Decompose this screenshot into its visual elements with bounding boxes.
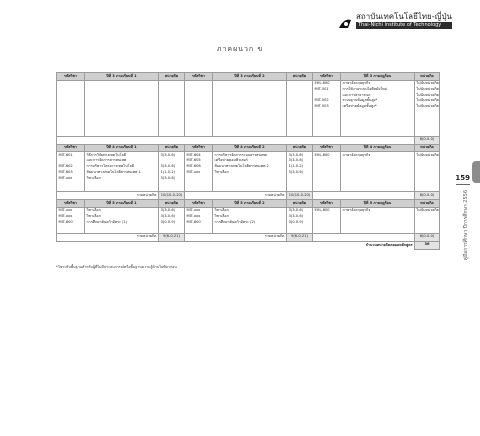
course-name: วิชาเลือก (86, 175, 101, 180)
table-cell (313, 152, 341, 192)
table-cell (85, 152, 159, 192)
course-credit: ไม่นับหน่วยกิต (416, 152, 439, 157)
table-cell (287, 80, 313, 136)
page-number-divider (456, 184, 470, 185)
column-header: รหัสวิชา (57, 144, 85, 152)
column-header: หน่วยกิต (415, 200, 440, 208)
course-code: MIT-800 (186, 219, 201, 224)
table-cell (341, 80, 415, 136)
table-row-year4-body (57, 152, 440, 192)
course-credit: 1(1-0-2) (160, 169, 176, 174)
table-cell (287, 207, 313, 233)
column-header: ปีที่ 5 ภาคเรียนที่ 1 (85, 200, 159, 208)
total-credits: 6(0-0-0) (415, 233, 440, 241)
course-name: วิธีการวิจัยทางเทคโนโลยี (86, 152, 126, 157)
course-name: สัมมนาทางเทคโนโลยีสารสนเทศ 2 (214, 164, 269, 169)
table-cell (341, 207, 415, 233)
total-label: รวมหน่วยกิต (57, 192, 159, 200)
table-cell (213, 152, 287, 192)
total-credits: 10(10-0-20) (287, 192, 313, 200)
total-credits: 9(6-0-21) (287, 233, 313, 241)
table-total-row (57, 192, 440, 200)
footnote: *วิชาปรับพื้นฐานสำหรับผู้ที่ไม่มีประสบการณ์หรือพื้นฐานความรู้ด้านไอทีมาก่อน (56, 265, 177, 269)
column-header: รหัสวิชา (313, 200, 341, 208)
column-header: ปีที่ 4 ภาคเรียนที่ 2 (213, 144, 287, 152)
column-header: ปีที่ 4 ภาคเรียนที่ 1 (85, 144, 159, 152)
course-credit: ไม่นับหน่วยกิต (416, 98, 439, 103)
table-cell (57, 80, 85, 136)
column-header: หน่วยกิต (159, 200, 185, 208)
course-code: MIT-xxx (186, 169, 201, 174)
course-name: ระบบฐานข้อมูลขั้นสูง* (342, 98, 378, 103)
course-credit: 3(3-0-6) (288, 208, 304, 213)
course-name: และการสาธารณะ (342, 92, 371, 97)
course-credit: ไม่นับหน่วยกิต (416, 81, 439, 86)
column-header: รหัสวิชา (185, 144, 213, 152)
total-label: รวมหน่วยกิต (185, 233, 287, 241)
column-header: รหัสวิชา (57, 200, 85, 208)
course-code: EHL-600 (314, 208, 330, 213)
table-cell (415, 80, 440, 136)
course-name: การศึกษาค้นคว้าอิสระ (2) (214, 219, 256, 224)
course-name: เครือข่ายข้อมูลขั้นสูง* (342, 104, 377, 109)
course-name: วิชาเลือก (86, 214, 101, 219)
course-name: วิชาเลือก (86, 208, 101, 213)
course-credit: 3(3-0-6) (160, 208, 176, 213)
grand-total-row (57, 241, 440, 249)
column-header: หน่วยกิต (287, 73, 313, 81)
table-cell (313, 192, 415, 200)
total-credits: 6(0-0-0) (415, 136, 440, 144)
course-code: MIT-603 (58, 169, 73, 174)
course-code: MIT-606 (186, 164, 201, 169)
course-name: เครือข่ายคอมพิวเตอร์ (214, 158, 248, 163)
column-header: ปีที่ 5 ภาคเรียนที่ 2 (213, 200, 287, 208)
total-credits: 10(10-0-20) (159, 192, 185, 200)
table-cell (185, 207, 213, 233)
column-header: หน่วยกิต (287, 144, 313, 152)
course-name: การบริหารจัดการระบบสารสนเทศ (214, 152, 267, 157)
course-code: MIT-503 (314, 104, 329, 109)
course-credit: 3(3-0-6) (160, 175, 176, 180)
course-code: MIT-501 (314, 86, 329, 91)
table-header-row-year3 (57, 73, 440, 81)
table-cell (185, 80, 213, 136)
table-cell (57, 207, 85, 233)
table-total-row (57, 233, 440, 241)
column-header: ปีที่ 5 ภาคฤดูร้อน (341, 200, 415, 208)
column-header: รหัสวิชา (313, 73, 341, 81)
table-cell (85, 207, 159, 233)
logo-text (356, 13, 452, 29)
course-name: ภาษาอังกฤษธุรกิจ (342, 208, 371, 213)
course-credit: 3(3-0-6) (288, 158, 304, 163)
course-credit: ไม่นับหน่วยกิต (416, 92, 439, 97)
total-label: รวมหน่วยกิต (57, 233, 159, 241)
column-header: รหัสวิชา (185, 73, 213, 81)
table-header-row-year5 (57, 200, 440, 208)
course-credit: ไม่นับหน่วยกิต (416, 208, 439, 213)
course-code: MIT-601 (58, 152, 73, 157)
course-code: MIT-605 (186, 158, 201, 163)
column-header: ปีที่ 4 ภาคฤดูร้อน (341, 144, 415, 152)
grand-total-value: 36 (415, 241, 440, 249)
course-code: MIT-xxx (186, 208, 201, 213)
course-code: MIT-800 (58, 219, 73, 224)
column-header: รหัสวิชา (313, 144, 341, 152)
table-row-year3-body (57, 80, 440, 136)
table-cell (213, 207, 287, 233)
table-cell (159, 152, 185, 192)
course-name: วิชาเลือก (214, 169, 229, 174)
side-vertical-text: คู่มือการศึกษา ปีการศึกษา 2556 (463, 190, 469, 261)
course-name: และการจัดการสารสนเทศ (86, 158, 127, 163)
grand-total-label: จำนวนหน่วยกิตตลอดหลักสูตร (57, 241, 415, 249)
course-code: MIT-602 (58, 164, 73, 169)
total-credits: 6(0-0-0) (415, 192, 440, 200)
course-code: MIT-502 (314, 98, 329, 103)
course-credit: 3(0-0-9) (160, 219, 176, 224)
table-cell (287, 152, 313, 192)
table-total-row (57, 136, 440, 144)
course-credit: ไม่นับหน่วยกิต (416, 104, 439, 109)
course-name: วิชาเลือก (214, 208, 229, 213)
table-cell (159, 80, 185, 136)
table-cell (85, 80, 159, 136)
course-code: MIT-604 (186, 152, 201, 157)
course-credit: 3(3-0-6) (288, 214, 304, 219)
table-cell (313, 80, 341, 136)
total-label: รวมหน่วยกิต (185, 192, 287, 200)
tni-logo-icon (337, 15, 353, 28)
course-credit: 3(3-0-6) (160, 164, 176, 169)
course-name: วิชาเลือก (214, 214, 229, 219)
column-header: หน่วยกิต (159, 73, 185, 81)
table-cell (57, 152, 85, 192)
table-header-row-year4 (57, 144, 440, 152)
course-name: การใช้งานระบบไอทีสมัยใหม่ (342, 86, 387, 91)
table-cell (415, 152, 440, 192)
table-cell (415, 207, 440, 233)
column-header: รหัสวิชา (57, 73, 85, 81)
page-edge-tab (472, 161, 480, 183)
table-cell (341, 152, 415, 192)
appendix-title: ภาคผนวก ข (216, 45, 264, 53)
column-header: หน่วยกิต (415, 144, 440, 152)
table-cell (213, 80, 287, 136)
table-cell (313, 233, 415, 241)
institute-name-en: Thai-Nichi Institute of Technology (356, 22, 452, 29)
course-name: การศึกษาค้นคว้าอิสระ (1) (86, 219, 128, 224)
course-credit: 3(3-0-6) (288, 152, 304, 157)
course-credit: 3(0-0-9) (288, 219, 304, 224)
table-cell (57, 136, 415, 144)
course-credit: ไม่นับหน่วยกิต (416, 86, 439, 91)
course-credit: 3(3-0-6) (160, 214, 176, 219)
course-name: การบริหารโครงการเทคโนโลยี (86, 164, 134, 169)
course-name: ภาษาอังกฤษธุรกิจ (342, 152, 371, 157)
course-credit: 1(1-0-2) (288, 164, 304, 169)
course-code: EHL-600 (314, 81, 330, 86)
column-header: ปีที่ 3 ภาคเรียนที่ 1 (85, 73, 159, 81)
column-header: ปีที่ 3 ภาคเรียนที่ 2 (213, 73, 287, 81)
total-credits: 9(6-0-21) (159, 233, 185, 241)
table-cell (185, 152, 213, 192)
course-name: ภาษาอังกฤษธุรกิจ (342, 81, 371, 86)
course-code: MIT-xxx (58, 175, 73, 180)
course-code: MIT-xxx (58, 208, 73, 213)
course-code: MIT-xxx (58, 214, 73, 219)
institute-name-th: สถาบันเทคโนโลยีไทย-ญี่ปุ่น (355, 12, 452, 21)
curriculum-table (56, 72, 440, 250)
column-header: หน่วยกิต (159, 144, 185, 152)
column-header: หน่วยกิต (415, 73, 440, 81)
course-code: EHL-600 (314, 152, 330, 157)
table-cell (313, 207, 341, 233)
column-header: ปีที่ 3 ภาคฤดูร้อน (341, 73, 415, 81)
column-header: หน่วยกิต (287, 200, 313, 208)
table-row-year5-body (57, 207, 440, 233)
header (337, 13, 452, 29)
course-code: MIT-xxx (186, 214, 201, 219)
column-header: รหัสวิชา (185, 200, 213, 208)
table-cell (159, 207, 185, 233)
page-number: 159 (455, 174, 470, 182)
course-credit: 3(3-0-6) (288, 169, 304, 174)
course-credit: 3(3-0-6) (160, 152, 176, 157)
course-name: สัมมนาทางเทคโนโลยีสารสนเทศ 1 (86, 169, 141, 174)
